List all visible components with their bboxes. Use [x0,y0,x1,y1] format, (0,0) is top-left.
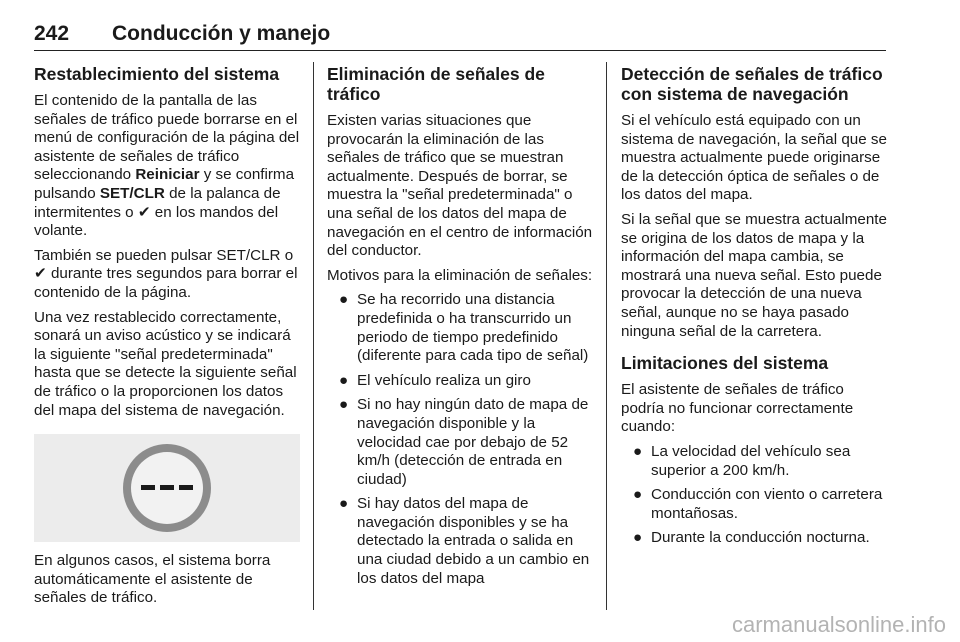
bullet-icon: ● [633,529,643,547]
page-title: Conducción y manejo [112,22,331,45]
paragraph: Si la señal que se muestra actualmente se origina de los datos de mapa y la información del mapa cambia, se mostrará una nueva señal. Esto puede provocar la detección de una nueva señal, aunque no se haya pasado ninguna señal de la carretera. [621,210,887,340]
bullet-icon: ● [339,495,349,513]
list-item: ● El vehículo realiza un giro [339,371,531,389]
bullet-icon: ● [339,371,349,389]
section-heading-limitations: Limitaciones del sistema [621,353,829,374]
paragraph: Motivos para la eliminación de señales: [327,266,593,284]
bullet-list [327,291,593,588]
section-heading-navigation: Detección de señales de tráfico con sistema de navegación [621,64,883,104]
list-item: ● Si no hay ningún dato de mapa de navegación disponible y la velocidad cae por debajo de 52 km/h (detección de entrada en ciudad) [339,396,589,488]
list-item: ● Durante la conducción nocturna. [633,529,870,547]
page-number: 242 [34,22,70,45]
column-3 [621,64,887,554]
check-icon: ✔ [137,203,151,221]
paragraph: En algunos casos, el sistema borra automáticamente el asistente de señales de tráfico. [34,552,271,607]
paragraph: Si el vehículo está equipado con un sistema de navegación, la señal que se muestra actualmente puede originarse de la detección óptica de señales o de los datos del mapa. [621,112,887,204]
column-1 [34,64,300,614]
list-item: ● La velocidad del vehículo sea superior a 200 km/h. [633,442,851,479]
bullet-icon: ● [633,486,643,504]
menu-option-reiniciar: Reiniciar [135,166,200,184]
bullet-list [621,443,887,548]
page-header [34,22,886,51]
paragraph: También se pueden pulsar SET/CLR o ✔ durante tres segundos para borrar el contenido de la página. [34,246,298,301]
bullet-icon: ● [339,396,349,414]
paragraph: Una vez restablecido correctamente, sonará un aviso acústico y se indicará la siguiente "señal predeterminada" hasta que se detecte la siguiente señal de tráfico o la proporcionen los datos del mapa del sistema de navegación. [34,308,297,419]
default-sign-figure [34,434,300,542]
column-2 [327,64,593,594]
column-divider [313,62,314,610]
section-heading-reset: Restablecimiento del sistema [34,64,280,84]
default-traffic-sign-icon [119,440,215,536]
paragraph: Existen varias situaciones que provocarán la eliminación de las señales de tráfico que se muestran actualmente. Después de borrar, se muestra la "señal predeterminada" o una señal de los datos del mapa de navegación en el centro de información del conductor. [327,112,593,260]
check-icon: ✔ [34,265,47,283]
column-divider [606,62,607,610]
list-item: ● Conducción con viento o carretera montañosas. [633,486,883,522]
paragraph: El contenido de la pantalla de las señales de tráfico puede borrarse en el menú de configuración de la página del asistente de señales de tráfico seleccionando Reiniciar y se confirma pulsando SET/CLR de la palanca de intermitentes o ✔ en los mandos del volante. [34,92,300,240]
watermark: carmanualsonline.info [731,612,946,637]
bullet-icon: ● [339,291,349,309]
section-heading-elimination: Eliminación de señales de tráfico [327,64,545,104]
paragraph: El asistente de señales de tráfico podría no funcionar correctamente cuando: [621,381,854,436]
list-item: ● Si hay datos del mapa de navegación disponibles y se ha detectado la entrada o salida en una ciudad debido a un cambio en los datos del mapa [339,495,590,587]
bullet-icon: ● [633,442,643,460]
list-item: ● Se ha recorrido una distancia predefinida o ha transcurrido un periodo de tiempo predefinido (diferente para cada tipo de señal) [339,291,589,365]
button-label-set-clr: SET/CLR [99,184,165,202]
